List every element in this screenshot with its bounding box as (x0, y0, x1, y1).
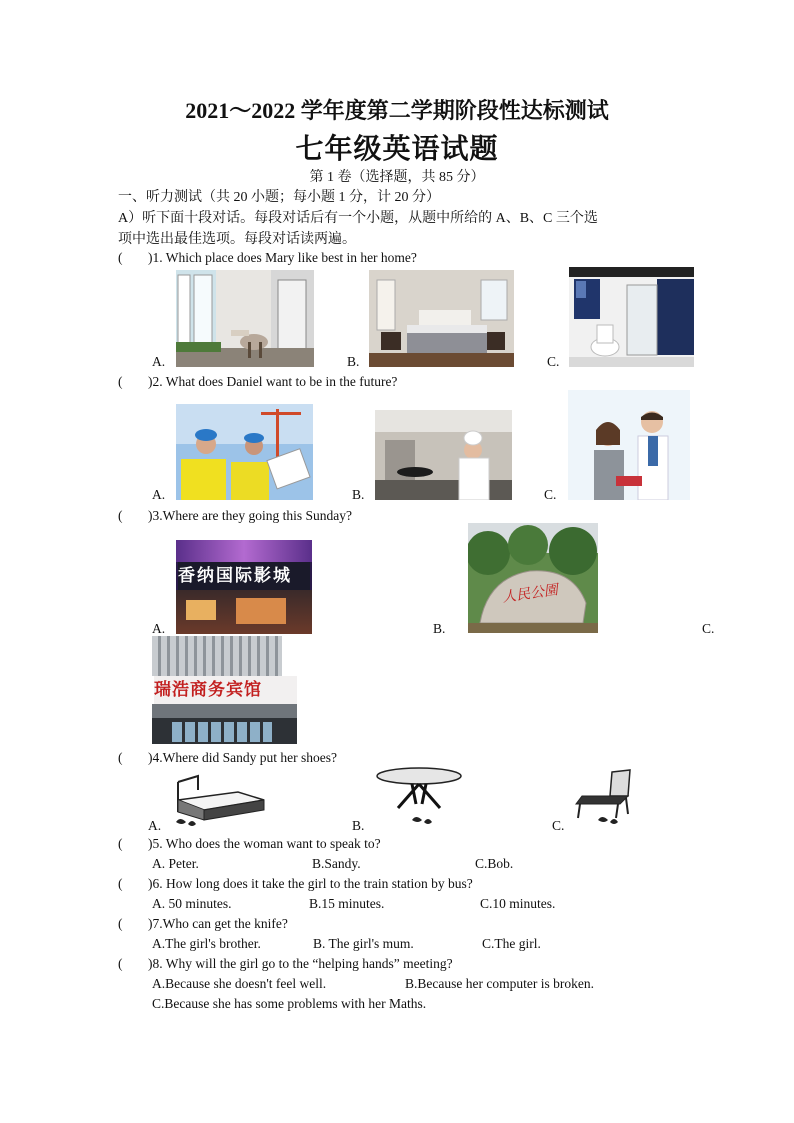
option-label: C. (547, 354, 560, 369)
question-text: 2. What does Daniel want to be in the future? (152, 374, 398, 389)
option-c: C.10 minutes. (480, 896, 556, 911)
option-label: A. (152, 621, 166, 636)
hotel-image (152, 636, 297, 744)
answer-blank[interactable]: ( (118, 250, 123, 265)
option-a: A.Because she doesn't feel well. (152, 976, 327, 991)
question-5: ( )5. Who does the woman want to speak to? (118, 836, 381, 851)
question-2: ( )2. What does Daniel want to be in the future? (118, 374, 398, 389)
question-text: 7.Who can get the knife? (152, 916, 288, 931)
bed-drawing (168, 770, 268, 832)
cinema-image (176, 540, 312, 634)
option-label: B. (347, 354, 360, 369)
answer-blank[interactable]: ( (118, 374, 123, 389)
question-1: ( )1. Which place does Mary like best in her home? (118, 250, 417, 265)
question-text: 4.Where did Sandy put her shoes? (152, 750, 337, 765)
option-b: B.15 minutes. (309, 896, 385, 911)
option-label: A. (152, 354, 166, 369)
answer-blank[interactable]: ( (118, 836, 123, 851)
question-7: ( )7.Who can get the knife? (118, 916, 288, 931)
option-a: A. 50 minutes. (152, 896, 232, 911)
section-heading: 一、听力测试（共 20 小题；每小题 1 分，计 20 分） (118, 190, 440, 205)
question-6: ( )6. How long does it take the girl to the train station by bus? (118, 876, 473, 891)
question-8: ( )8. Why will the girl go to the “helping hands” meeting? (118, 956, 453, 971)
option-label: B. (352, 487, 365, 502)
park-rock-text: 人民公園 (501, 582, 559, 606)
engineers-image (176, 404, 313, 500)
balcony-image (176, 270, 314, 367)
answer-blank[interactable]: ( (118, 956, 123, 971)
cinema-sign: 香纳国际影城 (178, 562, 310, 590)
table-drawing (372, 764, 467, 830)
question-text: 5. Who does the woman want to speak to? (152, 836, 381, 851)
option-label: B. (433, 621, 446, 636)
bedroom-image (369, 270, 514, 367)
option-label: A. (152, 487, 166, 502)
option-c: C.The girl. (482, 936, 541, 951)
option-label: A. (148, 818, 162, 833)
chair-drawing (572, 766, 638, 832)
answer-blank[interactable]: ( (118, 508, 123, 523)
exam-subtitle: 七年级英语试题 (295, 134, 499, 165)
exam-title: 2021～2022 学年度第二学期阶段性达标测试 (185, 98, 609, 123)
instruction-line-1: A）听下面十段对话。每段对话后有一个小题，从题中所给的 A、B、C 三个选 (118, 211, 598, 226)
question-3: ( )3.Where are they going this Sunday? (118, 508, 352, 523)
option-c: C.Bob. (475, 856, 514, 871)
chef-image (375, 410, 512, 500)
option-label: B. (352, 818, 365, 833)
bathroom-image (569, 267, 694, 367)
instruction-line-2: 项中选出最佳选项。每段对话读两遍。 (118, 232, 356, 247)
volume-label: 第 1 卷（选择题，共 85 分） (309, 170, 485, 185)
park-image (468, 523, 598, 633)
option-c: C.Because she has some problems with her Maths. (152, 996, 427, 1011)
question-text: 1. Which place does Mary like best in her home? (152, 250, 417, 265)
answer-blank[interactable]: ( (118, 750, 123, 765)
hotel-sign: 瑞浩商务宾馆 (154, 676, 297, 704)
question-text: 3.Where are they going this Sunday? (152, 508, 352, 523)
option-label: C. (544, 487, 557, 502)
question-4: ( )4.Where did Sandy put her shoes? (118, 750, 337, 765)
option-label: C. (552, 818, 565, 833)
question-text: 6. How long does it take the girl to the train station by bus? (152, 876, 473, 891)
option-label: C. (702, 621, 715, 636)
answer-blank[interactable]: ( (118, 916, 123, 931)
option-b: B.Sandy. (312, 856, 361, 871)
option-b: B. The girl's mum. (313, 936, 414, 951)
doctor-image (568, 390, 690, 500)
question-text: 8. Why will the girl go to the “helping hands” meeting? (152, 956, 453, 971)
option-a: A.The girl's brother. (152, 936, 261, 951)
option-a: A. Peter. (152, 856, 199, 871)
option-b: B.Because her computer is broken. (405, 976, 594, 991)
answer-blank[interactable]: ( (118, 876, 123, 891)
